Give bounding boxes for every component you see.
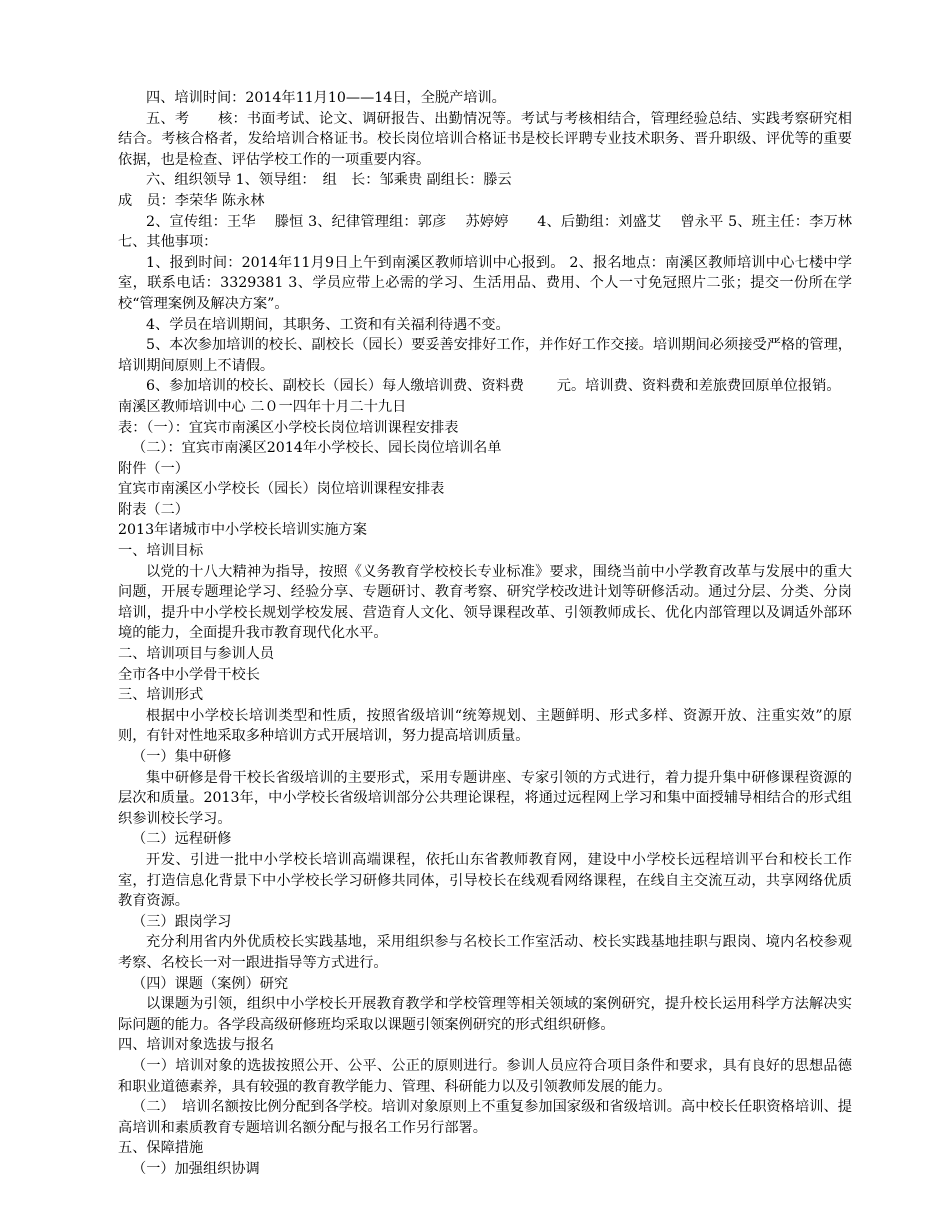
paragraph-remote: 开发、引进一批中小学校长培训高端课程，依托山东省教师教育网，建设中小学校长远程培训平台和校长工作室，打造信息化背景下中小学校长学习研修共同体，引导校长在线观看网络课程，在线自主交流互动，共享网络优质教育资源。 [118, 851, 852, 910]
paragraph-members: 成 员：李荣华 陈永林 [118, 192, 265, 209]
attachment-title-1: 宜宾市南溪区小学校长（园长）岗位培训课程安排表 [118, 481, 445, 498]
section-heading-goal: 一、培训目标 [118, 543, 204, 560]
subheading-shadowing: （三）跟岗学习 [132, 913, 232, 930]
paragraph-item-5: 5、本次参加培训的校长、副校长（园长）要妥善安排好工作，并作好工作交接。培训期间必须接受严格的管理，培训期间原则上不请假。 [118, 337, 852, 374]
attachment-heading-2: 附表（二） [118, 501, 189, 518]
section-heading-format: 三、培训形式 [118, 687, 204, 704]
section-heading-selection: 四、培训对象选拔与报名 [118, 1037, 275, 1054]
paragraph-centralized: 集中研修是骨干校长省级培训的主要形式，采用专题讲座、专家引领的方式进行，着力提升集中研修课程资源的层次和质量。2013年，中小学校长省级培训部分公共理论课程，将通过远程网上学习和集中面授辅导相结合的形式组织参训校长学习。 [118, 769, 852, 827]
subheading-research: （四）课题（案例）研究 [132, 975, 289, 992]
subheading-remote: （二）远程研修 [132, 831, 232, 848]
paragraph-goal: 以党的十八大精神为指导，按照《义务教育学校校长专业标准》要求，围绕当前中小学教育改革与发展中的重大问题，开展专题理论学习、经验分享、专题研讨、教育考察、研究学校改进计划等研修活动。通过分层、分类、分岗培训，提升中小学校长规划学校发展、营造育人文化、领导课程改革、引领教师成长、优化内部管理以及调适外部环境的能力，全面提升我市教育现代化水平。 [118, 563, 852, 642]
paragraph-assessment: 五、考 核：书面考试、论文、调研报告、出勤情况等。考试与考核相结合，管理经验总结、实践考察研究相结合。考核合格者，发给培训合格证书。校长岗位培训合格证书是校长评聘专业技术职务、晋升职级、评优等的重要依据，也是检查、评估学校工作的一项重要内容。 [118, 110, 852, 168]
paragraph-shadowing: 充分利用省内外优质校长实践基地，采用组织参与名校长工作室活动、校长实践基地挂职与跟岗、境内名校参观考察、名校长一对一跟进指导等方式进行。 [118, 934, 852, 971]
paragraph-format: 根据中小学校长培训类型和性质，按照省级培训“统筹规划、主题鲜明、形式多样、资源开放、注重实效”的原则，有针对性地采取多种培训方式开展培训，努力提高培训质量。 [118, 707, 852, 745]
paragraph-registration: 1、报到时间：2014年11月9日上午到南溪区教师培训中心报到。 2、报名地点：南溪区教师培训中心七楼中学室，联系电话：3329381 3、学员应带上必需的学习、生活用品、费用、个人一寸免冠照片二张；提交一份所在学校“管理案例及解决方案”。 [118, 254, 852, 312]
signature-date: 南溪区教师培训中心 二０一四年十月二十九日 [118, 398, 407, 415]
subheading-coordination: （一）加强组织协调 [132, 1160, 260, 1177]
attachment-heading-1: 附件（一） [118, 460, 189, 477]
attachment-table-2: （二）：宜宾市南溪区2014年小学校长、园长岗位培训名单 [132, 440, 502, 457]
paragraph-selection-1: （一）培训对象的选拔按照公开、公平、公正的原则进行。参训人员应符合项目条件和要求，具有良好的思想品德和职业道德素养，具有较强的教育教学能力、管理、科研能力以及引领教师发展的能力。 [118, 1057, 852, 1095]
paragraph-research: 以课题为引领，组织中小学校长开展教育教学和学校管理等相关领域的案例研究，提升校长运用科学方法解决实际问题的能力。各学段高级研修班均采取以课题引领案例研究的形式组织研修。 [118, 996, 852, 1033]
paragraph-item-6: 6、参加培训的校长、副校长（园长）每人缴培训费、资料费 元。培训费、资料费和差旅费回原单位报销。 [146, 378, 841, 395]
attachment-table-1: 表：（一）：宜宾市南溪区小学校长岗位培训课程安排表 [118, 419, 459, 436]
paragraph-item-4: 4、学员在培训期间，其职务、工资和有关福利待遇不变。 [146, 316, 510, 333]
paragraph-selection-2: （二） 培训名额按比例分配到各学校。培训对象原则上不重复参加国家级和省级培训。高中校长任职资格培训、提高培训和素质教育专题培训名额分配与报名工作另行部署。 [118, 1099, 852, 1136]
paragraph-participants: 全市各中小学骨干校长 [118, 666, 260, 683]
paragraph-leadership: 六、组织领导 1、领导组： 组 长：邹乘贵 副组长：滕云 [146, 172, 512, 189]
paragraph-groups: 2、宣传组：王华 滕恒 3、纪律管理组：郭彦 苏婷婷 4、后勤组：刘盛艾 曾永平 5、班主任：李万林 七、其他事项： [118, 213, 857, 251]
document-title: 2013年诸城市中小学校长培训实施方案 [118, 522, 367, 539]
section-heading-safeguards: 五、保障措施 [118, 1140, 204, 1157]
section-heading-participants: 二、培训项目与参训人员 [118, 646, 275, 663]
paragraph-training-time: 四、培训时间：2014年11月10——14日，全脱产培训。 [146, 90, 506, 106]
subheading-centralized: （一）集中研修 [132, 749, 232, 765]
